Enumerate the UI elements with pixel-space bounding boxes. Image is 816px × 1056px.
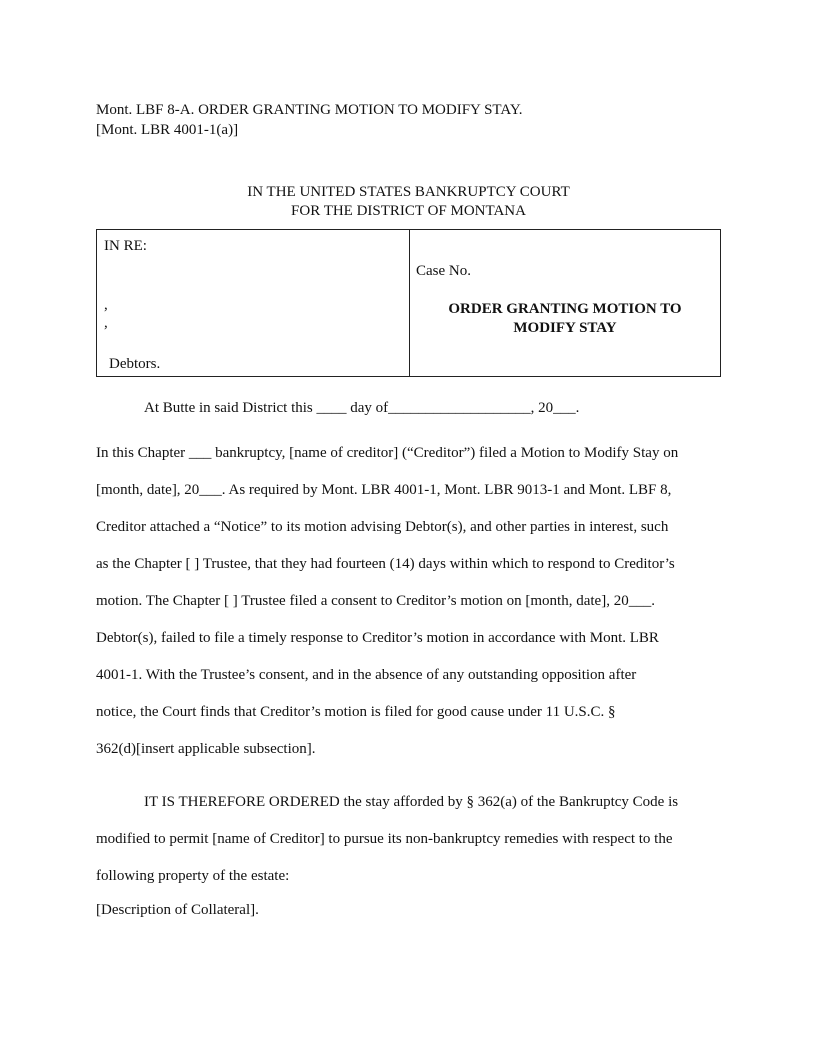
form-header [96,100,721,140]
collateral-description: [Description of Collateral]. [96,902,259,918]
form-header-rule: [Mont. LBR 4001-1(a)] [96,122,239,138]
form-header-title: Mont. LBF 8-A. ORDER GRANTING MOTION TO MODIFY STAY. [96,102,523,118]
paragraph-line: Creditor attached a “Notice” to its motion advising Debtor(s), and other parties in interest, such [96,519,669,535]
debtor-name-2: , [104,315,108,331]
debtor-name-1: , [104,297,108,313]
debtors-label: Debtors. [109,356,161,372]
ordered-paragraph [96,784,721,895]
order-title-line-2: MODIFY STAY [513,320,617,336]
paragraph-line: modified to permit [name of Creditor] to pursue its non-bankruptcy remedies with respect to the [96,831,673,847]
paragraph-line: 362(d)[insert applicable subsection]. [96,741,316,757]
in-re-label: IN RE: [104,238,147,254]
order-findings-paragraph [96,435,721,768]
paragraph-line: Debtor(s), failed to file a timely response to Creditor’s motion in accordance with Mont. LBR [96,630,659,646]
order-title-line-1: ORDER GRANTING MOTION TO [448,301,682,317]
paragraph-line: as the Chapter [ ] Trustee, that they had fourteen (14) days within which to respond to Creditor’s [96,556,675,572]
court-district: FOR THE DISTRICT OF MONTANA [291,203,526,219]
caption-parties [97,230,410,376]
case-caption-box [96,229,721,377]
paragraph-line: following property of the estate: [96,868,290,884]
paragraph-line: IT IS THEREFORE ORDERED the stay afforded by § 362(a) of the Bankruptcy Code is [144,794,679,810]
date-line: At Butte in said District this ____ day of___________________, 20___. [144,400,580,416]
paragraph-line: [month, date], 20___. As required by Mont. LBR 4001-1, Mont. LBR 9013-1 and Mont. LBF 8, [96,482,672,498]
caption-case-info [410,230,720,376]
paragraph-line: motion. The Chapter [ ] Trustee filed a consent to Creditor’s motion on [month, date], 20___. [96,593,655,609]
court-title [96,183,721,221]
paragraph-line: 4001-1. With the Trustee’s consent, and in the absence of any outstanding opposition after [96,667,637,683]
document-page [96,100,721,921]
order-title [410,300,720,338]
court-name: IN THE UNITED STATES BANKRUPTCY COURT [247,184,570,200]
paragraph-line: notice, the Court finds that Creditor’s motion is filed for good cause under 11 U.S.C. § [96,704,616,720]
case-number-label: Case No. [416,263,471,279]
paragraph-line: In this Chapter ___ bankruptcy, [name of creditor] (“Creditor”) filed a Motion to Modify Stay on [96,445,679,461]
